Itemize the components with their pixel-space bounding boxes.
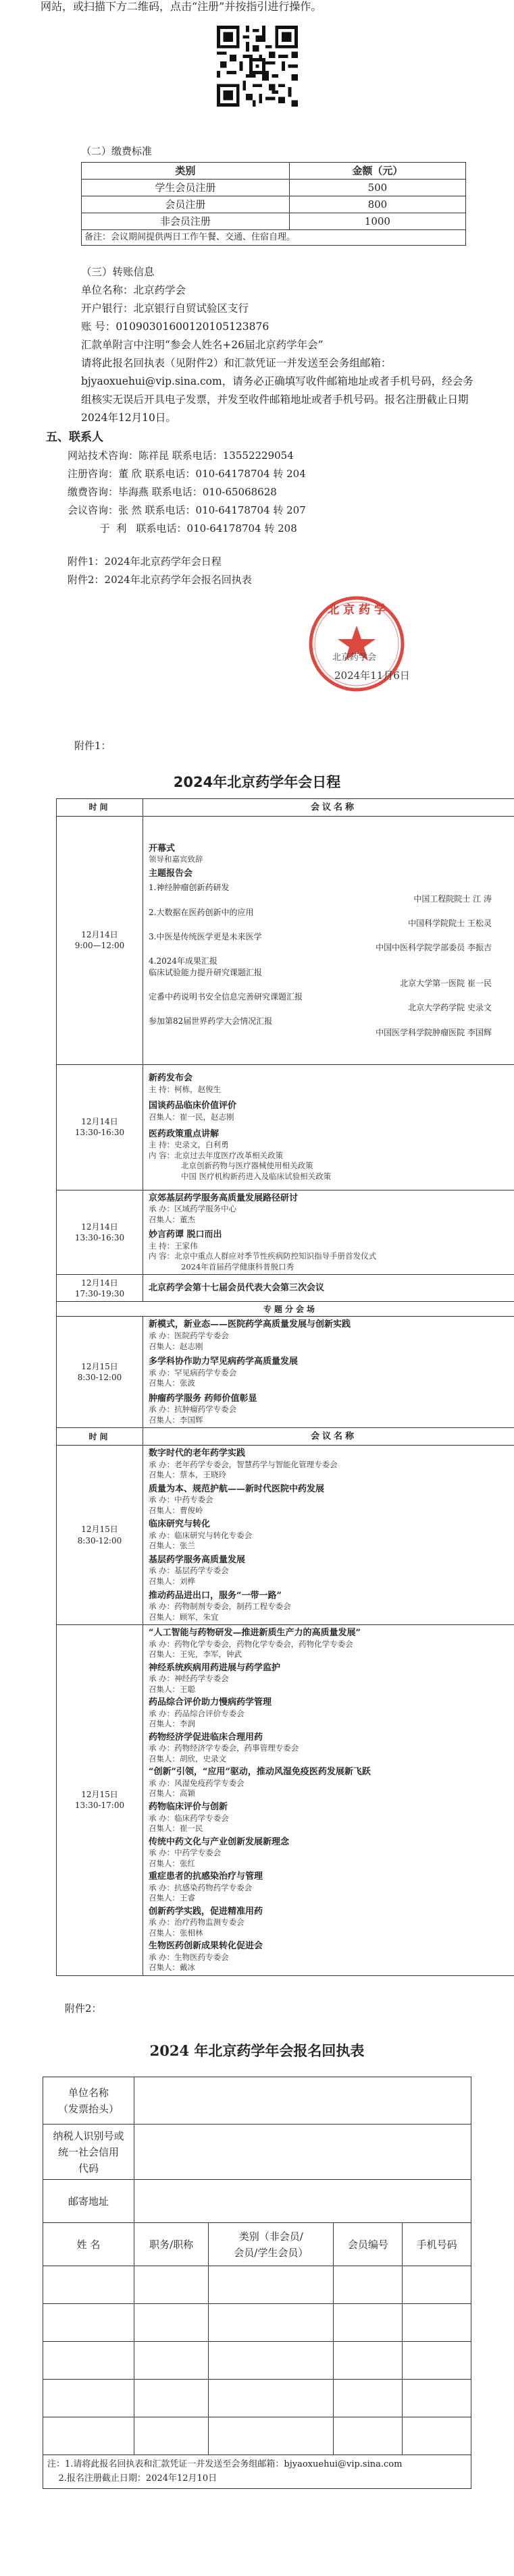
intro-text: 网站，或扫描下方二维码，点击“注册”并按指引进行操作。 <box>41 0 322 13</box>
table-row <box>82 180 466 196</box>
bank-remark-2: 请将此报名回执表（见附件2）和汇款凭证一并发送至会务组邮箱：bjyaoxuehui@vip.sina.com，请务必正确填写收件邮箱地址或者手机号码，经会务组核实无误后开具电子发票，并发至收件邮箱地址或者手机号码。报名注册截止日期2024年12月10日。 <box>81 357 473 424</box>
fee-amount: 500 <box>289 180 465 196</box>
registration-cell[interactable] <box>334 2380 403 2417</box>
table-row <box>82 213 466 230</box>
session-host: 主 持：史录文，白利勇 <box>149 1140 229 1150</box>
fee-amount: 800 <box>289 196 465 213</box>
registration-cell[interactable] <box>134 2342 209 2380</box>
session-detail: 北京创新药物与医疗器械使用相关政策 <box>181 1161 313 1171</box>
session-host: 承 办：医院药学专委会 <box>149 1331 229 1340</box>
unit-label: 单位名称 （发票抬头） <box>43 2077 134 2125</box>
schedule-time: 12月15日 8:30-12:00 <box>57 1317 143 1428</box>
schedule-header-time: 时间 <box>57 1428 143 1446</box>
session-chair: 召集人：戴冰 <box>149 1963 195 1973</box>
attachment-2-label: 附件2： <box>65 2002 102 2015</box>
session-title: 医药政策重点讲解 <box>149 1128 220 1139</box>
report-topic: 2.大数据在医药创新中的应用 <box>149 907 254 917</box>
session-host: 承 办：治疗药物监测专委会 <box>149 1917 245 1927</box>
zone-title: 专题分会场 <box>57 1302 514 1317</box>
report-speaker: 北京大学药学院 史录文 <box>408 1003 492 1013</box>
session-host: 承 办：罕见病药学专委会 <box>149 1367 237 1377</box>
session-title: 基层药学服务高质量发展 <box>149 1554 246 1565</box>
table-row <box>43 2266 471 2304</box>
attachment-item-2: 附件2：2024年北京药学年会报名回执表 <box>68 574 252 586</box>
session-chair: 召集人：曹俊岭 <box>149 1505 203 1515</box>
session-title: 北京药学会第十七届会员代表大会第三次会议 <box>143 1275 514 1302</box>
session-title: 创新药学实践，促进精准用药 <box>149 1906 263 1917</box>
registration-note-1: 注：1.请将此报名回执表和汇款凭证一并发送至会务组邮箱：bjyaoxuehui@vip.sina.com <box>47 2459 403 2470</box>
schedule-header-row <box>57 798 514 816</box>
schedule-content <box>143 816 514 1064</box>
seal-date: 2024年11月6日 <box>334 669 410 682</box>
mail-field[interactable] <box>134 2180 471 2223</box>
table-row <box>43 2342 471 2380</box>
schedule-content <box>143 1317 514 1428</box>
schedule-title: 2024年北京药学年会日程 <box>173 774 341 791</box>
schedule-header-name: 会议名称 <box>143 798 514 816</box>
session-detail: 2024年首届药学健康科普脱口秀 <box>181 1261 294 1271</box>
registration-cell[interactable] <box>209 2266 334 2304</box>
schedule-time: 12月14日 9:00—12:00 <box>57 816 143 1064</box>
session-chair: 召集人：张相林 <box>149 1927 203 1938</box>
table-row <box>82 196 466 213</box>
registration-header-row <box>43 2223 471 2266</box>
session-title: 传统中药文化与产业创新发展新理念 <box>149 1836 290 1847</box>
registration-cell[interactable] <box>334 2304 403 2342</box>
session-chair: 召集人：李国辉 <box>149 1415 203 1425</box>
contact-row: 于 利 联系电话：010-64178704 转 208 <box>68 522 297 535</box>
registration-cell[interactable] <box>134 2417 209 2455</box>
contact-row: 缴费咨询：毕海燕 联系电话：010-65068628 <box>68 486 277 499</box>
schedule-header-name: 会议名称 <box>143 1428 514 1446</box>
registration-cell[interactable] <box>43 2266 134 2304</box>
registration-cell[interactable] <box>334 2342 403 2380</box>
schedule-time: 12月15日 8:30-12:00 <box>57 1446 143 1625</box>
session-title: 多学科协作助力罕见病药学高质量发展 <box>149 1356 299 1367</box>
session-title: 肿瘤药学服务 药师价值彰显 <box>149 1393 257 1404</box>
session-host: 承 办：风湿免疫药学专委会 <box>149 1778 245 1788</box>
attachments-list <box>0 553 514 589</box>
session-title: 药物临床评价与创新 <box>149 1801 228 1812</box>
session-chair: 召集人：顾军，朱宜 <box>149 1612 219 1622</box>
contact-row: 注册咨询：董 欣 联系电话：010-64178704 转 204 <box>68 468 306 481</box>
bank-name: 开户银行：北京银行自贸试验区支行 <box>81 302 249 314</box>
schedule-content <box>143 1190 514 1275</box>
col-phone: 手机号码 <box>403 2223 471 2266</box>
fee-category: 非会员注册 <box>82 213 290 230</box>
session-host: 承 办：药物制剂专委会，制药工程专委会 <box>149 1601 291 1612</box>
report-speaker: 中国科学院院士 王松灵 <box>408 918 492 928</box>
fee-header-amount: 金额（元） <box>289 163 465 180</box>
registration-cell[interactable] <box>403 2342 471 2380</box>
col-category: 类别（非会员/ 会员/学生会员） <box>209 2223 334 2266</box>
session-chair: 召集人：蔡本，王晓玲 <box>149 1470 226 1480</box>
session-title: 临床研究与转化 <box>149 1519 211 1530</box>
table-row <box>57 1275 514 1302</box>
session-host: 承 办：抗肿瘤药学专委会 <box>149 1404 237 1415</box>
session-host: 承 办：区域药学服务中心 <box>149 1204 237 1214</box>
report-speaker: 中国中医科学院学部委员 李振吉 <box>376 943 492 953</box>
table-row <box>43 2077 471 2125</box>
table-row <box>57 1625 514 1976</box>
report-topic: 1.神经肿瘤创新药研发 <box>149 883 230 893</box>
session-chair: 召集人：高颖 <box>149 1788 195 1799</box>
schedule-time: 12月15日 13:30-17:00 <box>57 1625 143 1976</box>
registration-cell[interactable] <box>209 2380 334 2417</box>
session-chair: 召集人：张红 <box>149 1858 195 1868</box>
tax-id-label: 纳税人识别号或 统一社会信用 代码 <box>43 2125 134 2180</box>
registration-cell[interactable] <box>134 2380 209 2417</box>
seal-arc-text: 北 京 药 学 <box>328 603 386 618</box>
report-subtopic: 参加第82届世界药学大会情况汇报 <box>149 1016 273 1026</box>
registration-cell[interactable] <box>43 2380 134 2417</box>
bank-unit: 单位名称：北京药学会 <box>81 284 186 296</box>
schedule-content <box>143 1064 514 1190</box>
session-host: 承 办：药物经济学专委会，药事管理专委会 <box>149 1743 299 1753</box>
session-chair: 召集人：王宪，李军，钟武 <box>149 1649 242 1660</box>
seal-org: 北京药学会 <box>332 653 377 663</box>
schedule-time: 12月14日 13:30-16:30 <box>57 1190 143 1275</box>
bank-remark-1: 汇款单附言中注明“参会人姓名+26届北京药学年会” <box>81 339 324 351</box>
table-row <box>43 2180 471 2223</box>
schedule-header-row <box>57 1428 514 1446</box>
session-host: 承 办：神经药学专委会 <box>149 1674 229 1684</box>
report-topic: 3.中医是传统医学更是未来医学 <box>149 932 262 942</box>
registration-cell[interactable] <box>134 2304 209 2342</box>
contact-row: 网站技术咨询：陈祥昆 联系电话：13552229054 <box>68 449 294 462</box>
col-name: 姓 名 <box>43 2223 134 2266</box>
fee-note-row <box>82 230 466 246</box>
contact-row: 会议咨询：张 然 联系电话：010-64178704 转 207 <box>68 504 306 517</box>
report-subtopic: 临床试验能力提升研究课题汇报 <box>149 967 263 977</box>
session-host: 承 办：生物医药专委会 <box>149 1952 229 1962</box>
session-chair: 召集人：王聪 <box>149 1684 195 1694</box>
session-detail: 中国 医疗机构新药进入及临床试验相关政策 <box>181 1171 332 1181</box>
registration-note-2: 2.报名注册截止日期：2024年12月10日 <box>47 2473 217 2484</box>
registration-cell[interactable] <box>43 2417 134 2455</box>
session-host: 承 办：老年药学专委会，智慧药学与智能化管理专委会 <box>149 1459 338 1469</box>
session-chair: 召集人：胡欣，史录文 <box>149 1753 226 1763</box>
table-row <box>57 1317 514 1428</box>
session-title: 推动药品进出口，服务“一带一路” <box>149 1590 282 1601</box>
session-title: 国谈药品临床价值评价 <box>149 1101 237 1112</box>
session-title: “人工智能与药物研发—推进新质生产力的高质量发展” <box>149 1628 361 1639</box>
contacts-section-title: 五、联系人 <box>46 431 103 444</box>
mail-label: 邮寄地址 <box>43 2180 134 2223</box>
table-row <box>57 1190 514 1275</box>
report-topic: 4.2024年成果汇报 <box>149 956 217 966</box>
fee-category: 会员注册 <box>82 196 290 213</box>
schedule-time: 12月14日 17:30-19:30 <box>57 1275 143 1302</box>
fee-amount: 1000 <box>289 213 465 230</box>
attachment-1-label: 附件1： <box>74 740 111 752</box>
session-chair: 召集人：赵志刚 <box>149 1341 203 1351</box>
schedule-time: 12月14日 13:30-16:30 <box>57 1064 143 1190</box>
session-host: 召集人：崔一民，赵志刚 <box>149 1112 234 1122</box>
bank-account: 账 号：01090301600120105123876 <box>81 321 269 333</box>
session-host: 主 持：王家伟 <box>149 1240 198 1251</box>
table-row <box>57 1446 514 1625</box>
bank-info <box>0 263 514 427</box>
table-row <box>43 2380 471 2417</box>
schedule-zone-row <box>57 1302 514 1317</box>
col-member-id: 会员编号 <box>334 2223 403 2266</box>
session-host: 承 办：药品综合评价专委会 <box>149 1708 245 1718</box>
table-row <box>57 816 514 1064</box>
registration-note-row <box>43 2455 471 2488</box>
qr-code-icon[interactable] <box>217 26 298 107</box>
session-chair: 召集人：张波 <box>149 1378 195 1388</box>
session-title: 新模式，新业态——医院药学高质量发展与创新实践 <box>149 1319 351 1330</box>
col-position: 职务/职称 <box>134 2223 209 2266</box>
session-host: 承 办：抗感染药物药学专委会 <box>149 1882 253 1892</box>
session-title: 药品综合评价助力慢病药学管理 <box>149 1697 272 1708</box>
session-title: 生物医药创新成果转化促进会 <box>149 1941 263 1952</box>
opening-title: 开幕式 <box>149 843 176 854</box>
session-host: 承 办：基层药学专委会 <box>149 1566 229 1576</box>
session-host: 承 办：临床药学专委会 <box>149 1813 229 1823</box>
fee-header-row <box>82 163 466 180</box>
registration-cell[interactable] <box>403 2380 471 2417</box>
session-chair: 召集人：董杰 <box>149 1214 195 1224</box>
registration-cell[interactable] <box>403 2304 471 2342</box>
session-chair: 召集人：张兰 <box>149 1541 195 1551</box>
table-row <box>57 1064 514 1190</box>
registration-cell[interactable] <box>334 2266 403 2304</box>
registration-table <box>43 2077 471 2488</box>
fee-table <box>81 162 466 246</box>
session-title: 妙言药谭 脱口而出 <box>149 1230 222 1240</box>
session-host: 承 办：药物化学专委会，药物化学专委会，药物化学专委会 <box>149 1639 353 1649</box>
session-host: 承 办：中药学专委会 <box>149 1848 222 1858</box>
session-title: 神经系统疾病用药进展与药学监护 <box>149 1662 281 1673</box>
session-chair: 召集人：李润 <box>149 1719 195 1729</box>
session-chair: 召集人：王睿 <box>149 1893 195 1903</box>
session-title: 数字时代的老年药学实践 <box>149 1448 246 1459</box>
registration-cell[interactable] <box>209 2342 334 2380</box>
session-host: 承 办：临床研究与转化专委会 <box>149 1530 253 1540</box>
session-title: 新药发布会 <box>149 1073 193 1084</box>
fee-header-category: 类别 <box>82 163 290 180</box>
schedule-table <box>56 798 514 1976</box>
registration-cell[interactable] <box>209 2417 334 2455</box>
session-host: 承 办：中药专委会 <box>149 1495 213 1505</box>
registration-title: 2024 年北京药学年会报名回执表 <box>149 2041 365 2059</box>
tax-id-field[interactable] <box>134 2125 471 2180</box>
table-row <box>43 2417 471 2455</box>
bank-section-title: （三）转账信息 <box>81 266 155 278</box>
session-title: 质量为本、规范护航——新时代医院中药发展 <box>149 1483 325 1494</box>
report-title: 主题报告会 <box>149 868 193 879</box>
report-speaker: 北京大学第一医院 崔一民 <box>400 978 492 988</box>
fee-section-title: （二）缴费标准 <box>81 145 153 157</box>
report-speaker: 中国医学科学院肿瘤医院 李国辉 <box>376 1027 492 1037</box>
opening-sub: 领导和嘉宾致辞 <box>149 854 203 865</box>
fee-category: 学生会员注册 <box>82 180 290 196</box>
schedule-content <box>143 1446 514 1625</box>
registration-cell[interactable] <box>134 2266 209 2304</box>
unit-field[interactable] <box>134 2077 471 2125</box>
registration-cell[interactable] <box>43 2342 134 2380</box>
session-title: “创新”引领，“应用”驱动，推动风湿免疫医药发展新飞跃 <box>149 1767 371 1778</box>
session-detail: 内 容：北京过去年度医疗改革相关政策 <box>149 1150 284 1160</box>
session-chair: 召集人：崔一民 <box>149 1824 203 1834</box>
contacts-list <box>0 447 514 538</box>
table-row <box>43 2125 471 2180</box>
seal-area <box>0 589 514 717</box>
fee-note: 备注：会议期间提供两日工作午餐、交通、住宿自理。 <box>82 230 466 246</box>
report-subtopic: 定番中药说明书安全信息完善研究课题汇报 <box>149 992 303 1002</box>
registration-cell[interactable] <box>43 2304 134 2342</box>
session-title: 重症患者的抗感染治疗与管理 <box>149 1871 263 1882</box>
attachment-item-1: 附件1：2024年北京药学年会日程 <box>68 555 222 568</box>
session-title: 药物经济学促进临床合理用药 <box>149 1732 263 1743</box>
registration-note <box>43 2455 471 2488</box>
schedule-header-time: 时间 <box>57 798 143 816</box>
session-host: 主 持：柯栋，赵俊生 <box>149 1084 222 1094</box>
registration-cell[interactable] <box>334 2417 403 2455</box>
session-title: 京郊基层药学服务高质量发展路径研讨 <box>149 1193 299 1203</box>
report-speaker: 中国工程院院士 江 涛 <box>413 894 492 904</box>
schedule-content <box>143 1625 514 1976</box>
registration-cell[interactable] <box>209 2304 334 2342</box>
table-row <box>43 2304 471 2342</box>
registration-cell[interactable] <box>403 2266 471 2304</box>
session-detail: 内 容：北京中重点人群应对季节性疾病防控知识指导手册首发仪式 <box>149 1251 377 1261</box>
session-chair: 召集人：刘桦 <box>149 1576 195 1586</box>
registration-cell[interactable] <box>403 2417 471 2455</box>
